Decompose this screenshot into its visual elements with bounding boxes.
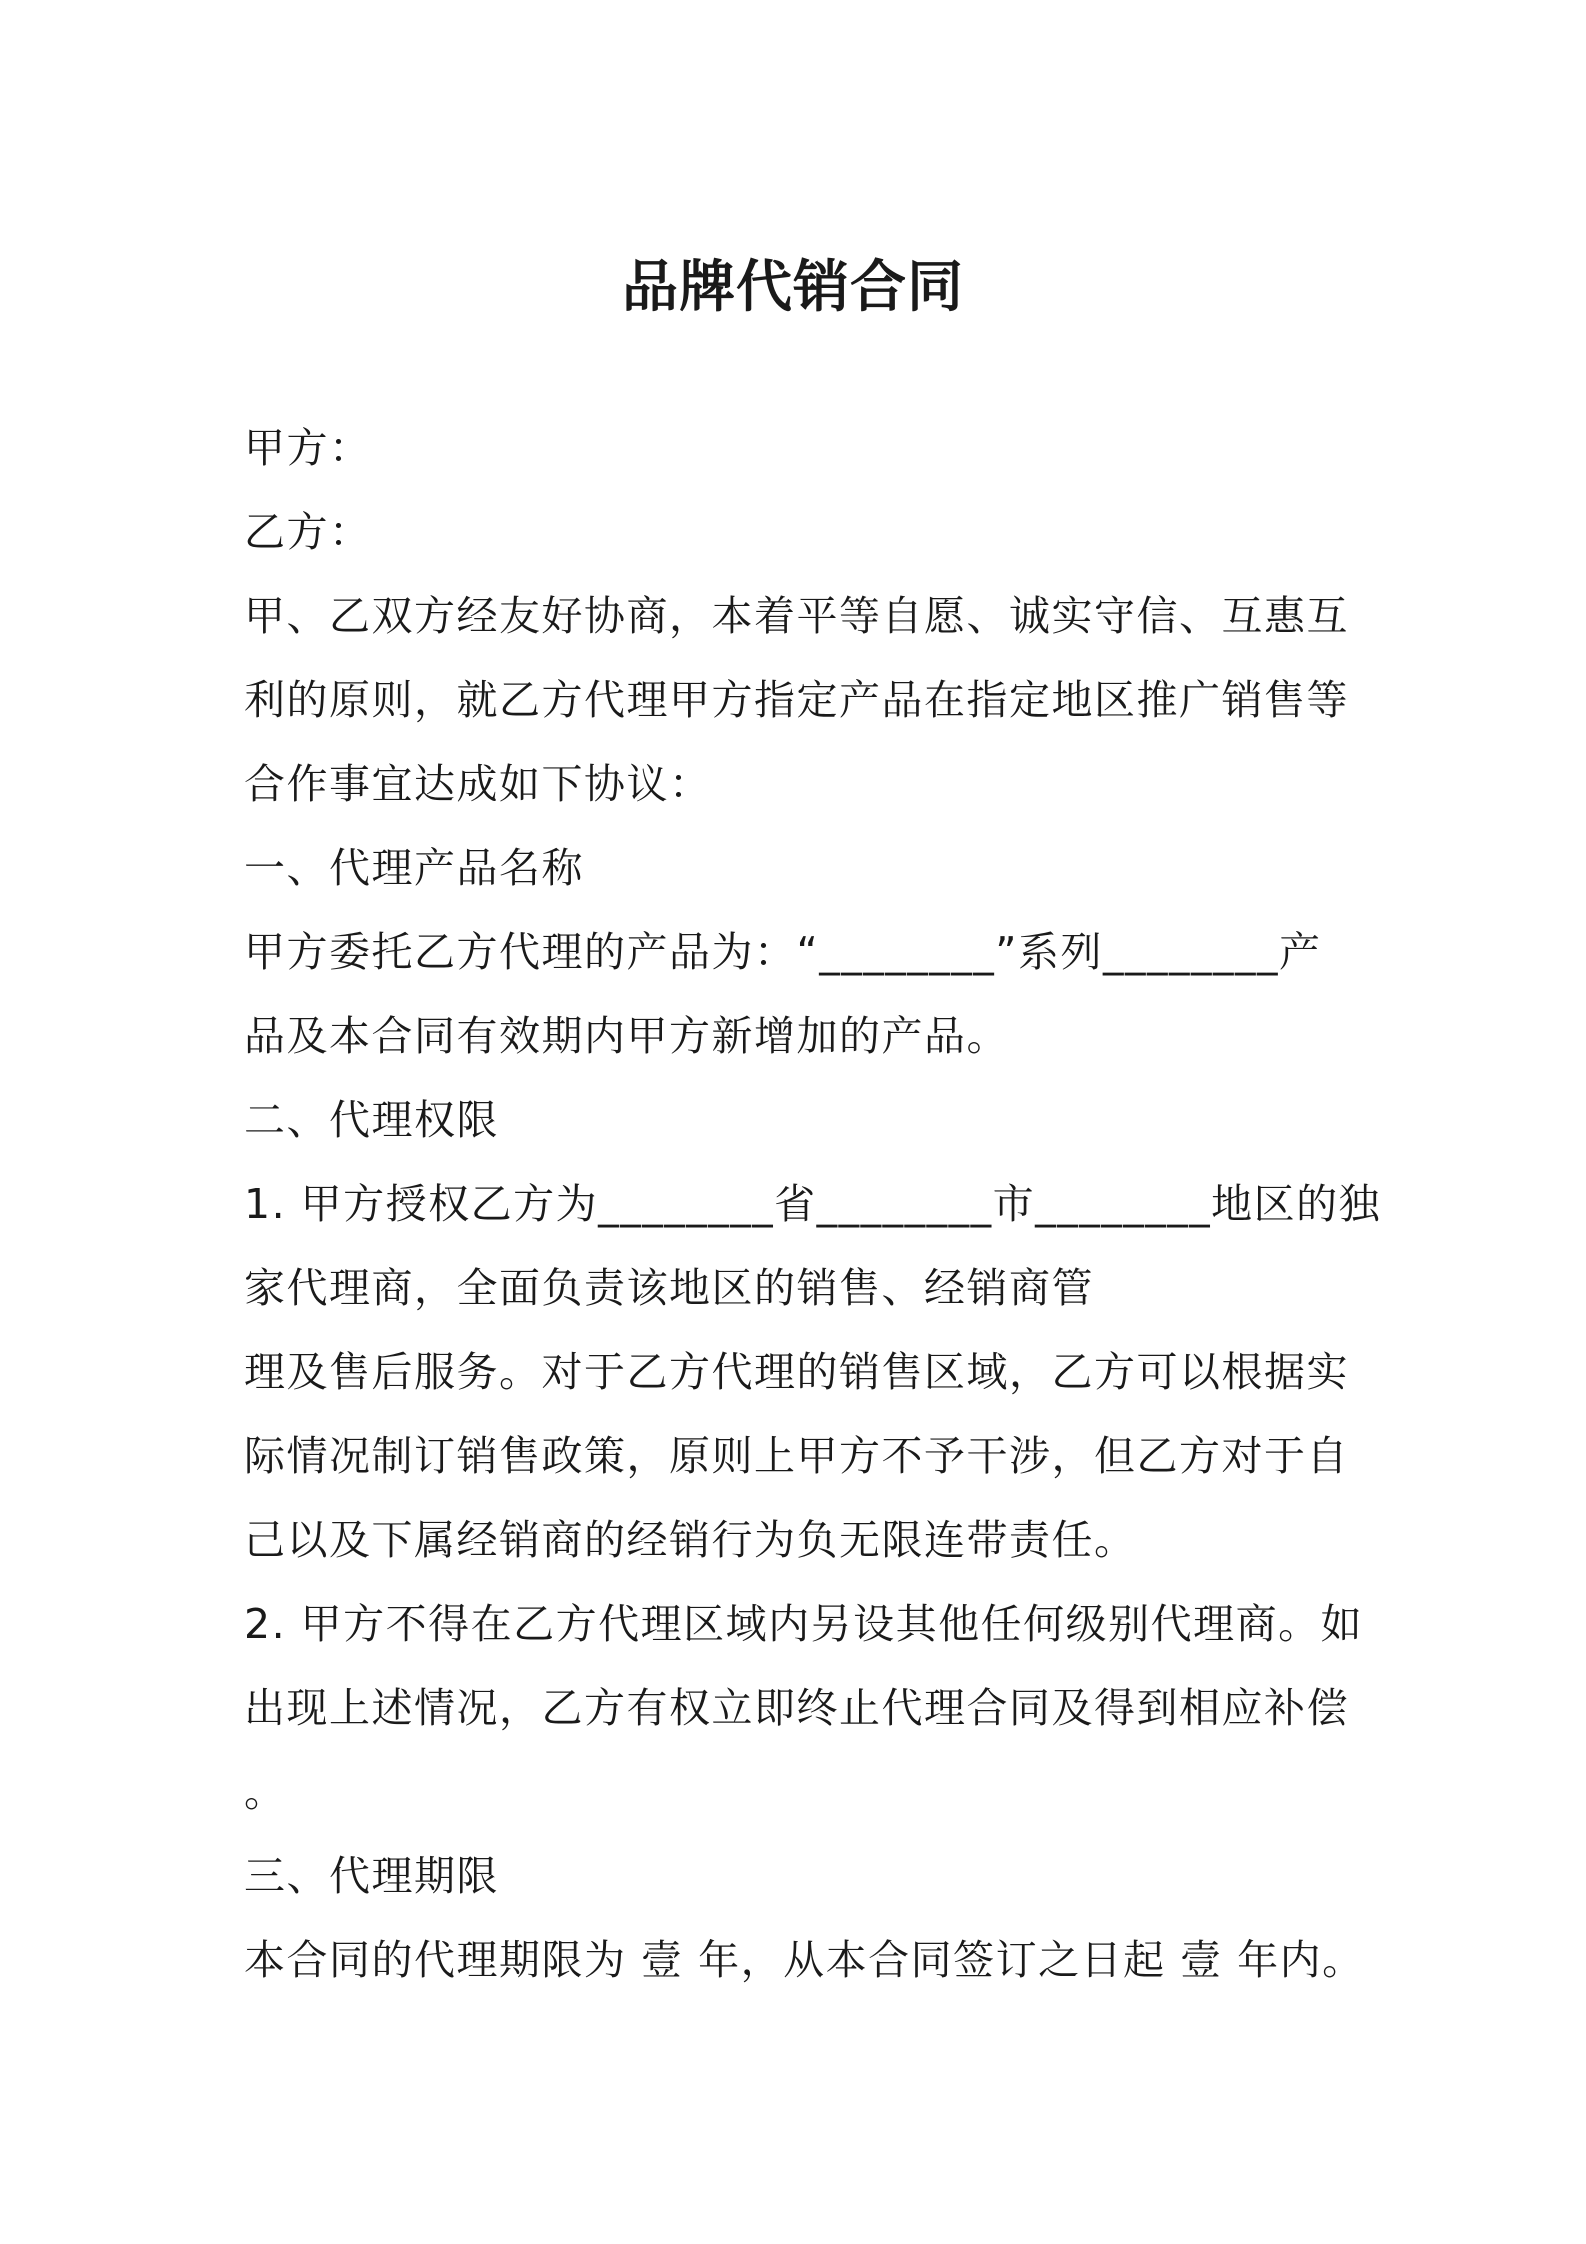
section-heading-3: 三、代理期限 <box>244 1852 499 1900</box>
section-3-line: 本合同的代理期限为 壹 年，从本合同签订之日起 壹 年内。 <box>244 1936 1365 1984</box>
section-2-line: 家代理商，全面负责该地区的销售、经销商管 <box>244 1264 1094 1312</box>
document-title: 品牌代销合同 <box>622 255 964 320</box>
section-2-line: 出现上述情况，乙方有权立即终止代理合同及得到相应补偿 <box>244 1684 1349 1732</box>
section-1-line: 甲方委托乙方代理的产品为：“________”系列________产 <box>244 928 1322 976</box>
section-2-line: 1. 甲方授权乙方为________省________市________地区的独 <box>244 1180 1382 1228</box>
party-b-label: 乙方： <box>244 508 372 556</box>
section-2-line: 2. 甲方不得在乙方代理区域内另设其他任何级别代理商。如 <box>244 1600 1364 1648</box>
preamble-line: 利的原则，就乙方代理甲方指定产品在指定地区推广销售等 <box>244 676 1349 724</box>
section-2-line: 理及售后服务。对于乙方代理的销售区域，乙方可以根据实 <box>244 1348 1349 1396</box>
section-1-line: 品及本合同有效期内甲方新增加的产品。 <box>244 1012 1009 1060</box>
section-heading-1: 一、代理产品名称 <box>244 844 584 892</box>
section-2-line: 。 <box>244 1768 287 1816</box>
section-heading-2: 二、代理权限 <box>244 1096 499 1144</box>
preamble-line: 甲、乙双方经友好协商，本着平等自愿、诚实守信、互惠互 <box>244 592 1349 640</box>
section-2-line: 己以及下属经销商的经销行为负无限连带责任。 <box>244 1516 1137 1564</box>
party-a-label: 甲方： <box>244 424 372 472</box>
preamble-line: 合作事宜达成如下协议： <box>244 760 712 808</box>
section-2-line: 际情况制订销售政策，原则上甲方不予干涉，但乙方对于自 <box>244 1432 1349 1480</box>
